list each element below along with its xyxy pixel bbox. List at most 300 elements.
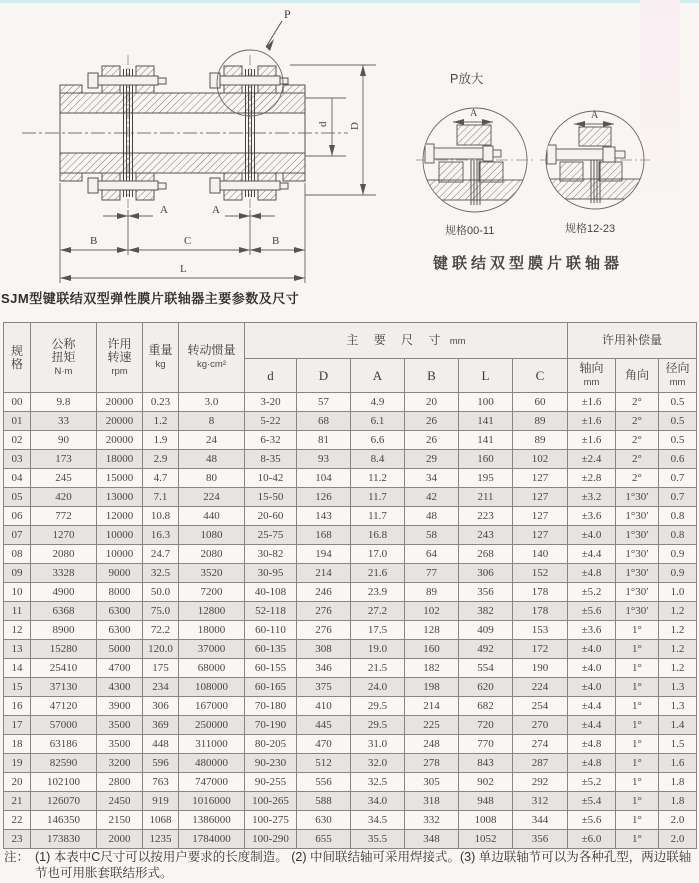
table-cell: 512 xyxy=(297,754,351,773)
table-cell: 245 xyxy=(31,469,97,488)
table-cell: ±6.0 xyxy=(568,830,616,849)
table-cell: 20000 xyxy=(97,431,143,450)
table-row xyxy=(4,773,697,792)
table-cell: 11.2 xyxy=(351,469,405,488)
table-cell: 305 xyxy=(405,773,459,792)
table-cell: 34.5 xyxy=(351,811,405,830)
table-cell: 20 xyxy=(405,393,459,412)
table-cell: 1.2 xyxy=(659,602,697,621)
table-cell: 448 xyxy=(143,735,179,754)
table-cell: 30-82 xyxy=(245,545,297,564)
table-cell: 2.9 xyxy=(143,450,179,469)
table-cell: 1°30′ xyxy=(616,507,659,526)
table-cell: 03 xyxy=(4,450,31,469)
table-cell: 100 xyxy=(459,393,513,412)
table-cell: 7200 xyxy=(179,583,245,602)
table-cell: 50.0 xyxy=(143,583,179,602)
table-cell: 2° xyxy=(616,469,659,488)
table-cell: 6.1 xyxy=(351,412,405,431)
table-cell: 168 xyxy=(297,526,351,545)
table-cell: 68 xyxy=(297,412,351,431)
table-cell: 1°30′ xyxy=(616,545,659,564)
table-cell: 18000 xyxy=(97,450,143,469)
table-cell: 8-35 xyxy=(245,450,297,469)
table-cell: 141 xyxy=(459,412,513,431)
table-cell: 126 xyxy=(297,488,351,507)
table-cell: 127 xyxy=(513,469,568,488)
table-cell: 29.5 xyxy=(351,716,405,735)
col-header-main-dims: 主 要 尺 寸 mm xyxy=(245,323,568,359)
table-cell: 42 xyxy=(405,488,459,507)
table-cell: ±5.6 xyxy=(568,602,616,621)
col-header-inertia: 转动惯量 kg·cm² xyxy=(179,323,245,393)
table-cell: 80-205 xyxy=(245,735,297,754)
dim-label-b-right: B xyxy=(272,235,280,247)
table-cell: 70-180 xyxy=(245,697,297,716)
table-cell: 292 xyxy=(513,773,568,792)
table-cell: 194 xyxy=(297,545,351,564)
table-cell: 16 xyxy=(4,697,31,716)
table-cell: 2.0 xyxy=(659,811,697,830)
table-cell: 9000 xyxy=(97,564,143,583)
table-cell: 173830 xyxy=(31,830,97,849)
spec-table-body xyxy=(4,393,697,849)
table-cell: 172 xyxy=(513,640,568,659)
table-cell: 13 xyxy=(4,640,31,659)
table-cell: 3-20 xyxy=(245,393,297,412)
table-cell: 15000 xyxy=(97,469,143,488)
table-cell: 274 xyxy=(513,735,568,754)
col-header-angular: 角向 xyxy=(616,359,659,393)
dim-label-l: L xyxy=(180,263,187,275)
table-cell: 1° xyxy=(616,659,659,678)
table-cell: ±3.6 xyxy=(568,621,616,640)
table-cell: 10 xyxy=(4,583,31,602)
table-row xyxy=(4,526,697,545)
detail-dim-label-a1: A xyxy=(470,108,478,119)
table-cell: 12800 xyxy=(179,602,245,621)
table-cell: 175 xyxy=(143,659,179,678)
table-cell: ±3.2 xyxy=(568,488,616,507)
table-cell: 4700 xyxy=(97,659,143,678)
table-cell: 308 xyxy=(297,640,351,659)
table-cell: 81 xyxy=(297,431,351,450)
table-cell: 902 xyxy=(459,773,513,792)
table-cell: 8900 xyxy=(31,621,97,640)
col-header-speed: 许用 转速 rpm xyxy=(97,323,143,393)
table-cell: 60-135 xyxy=(245,640,297,659)
table-cell: ±3.6 xyxy=(568,507,616,526)
table-cell: 1.5 xyxy=(659,735,697,754)
table-cell: 27.2 xyxy=(351,602,405,621)
table-row xyxy=(4,431,697,450)
table-cell: 48 xyxy=(405,507,459,526)
table-cell: ±2.8 xyxy=(568,469,616,488)
table-cell: 10-42 xyxy=(245,469,297,488)
table-cell: 306 xyxy=(459,564,513,583)
table-cell: 356 xyxy=(459,583,513,602)
table-cell: 492 xyxy=(459,640,513,659)
table-cell: 1.3 xyxy=(659,678,697,697)
table-cell: 33 xyxy=(31,412,97,431)
table-cell: 60-165 xyxy=(245,678,297,697)
table-cell: 948 xyxy=(459,792,513,811)
table-cell: 90-230 xyxy=(245,754,297,773)
table-cell: 1° xyxy=(616,811,659,830)
table-cell: 1° xyxy=(616,830,659,849)
table-cell: 12000 xyxy=(97,507,143,526)
col-header-dim-L: L xyxy=(459,359,513,393)
footnote-text: (1) 本表中C尺寸可以按用户要求的长度制造。 (2) 中间联结轴可采用焊接式。(3) 单边联轴节可以为各种孔型，两边联轴节也可用胀套联结形式。 xyxy=(35,850,692,880)
col-header-torque: 公称 扭矩 N·m xyxy=(31,323,97,393)
table-cell: 12 xyxy=(4,621,31,640)
table-row xyxy=(4,393,697,412)
table-row xyxy=(4,754,697,773)
table-cell: 108000 xyxy=(179,678,245,697)
table-cell: 254 xyxy=(513,697,568,716)
detail-panel-title: P放大 xyxy=(450,72,484,86)
table-cell: 0.6 xyxy=(659,450,697,469)
table-cell: 104 xyxy=(297,469,351,488)
table-cell: 1.9 xyxy=(143,431,179,450)
table-cell: 0.23 xyxy=(143,393,179,412)
table-cell: 1068 xyxy=(143,811,179,830)
table-cell: 153 xyxy=(513,621,568,640)
table-cell: 772 xyxy=(31,507,97,526)
col-header-dim-C: C xyxy=(513,359,568,393)
table-cell: 0.9 xyxy=(659,564,697,583)
table-cell: 4900 xyxy=(31,583,97,602)
table-cell: 1° xyxy=(616,716,659,735)
table-cell: 68000 xyxy=(179,659,245,678)
table-cell: 1235 xyxy=(143,830,179,849)
table-cell: 556 xyxy=(297,773,351,792)
table-cell: 346 xyxy=(297,659,351,678)
table-cell: 554 xyxy=(459,659,513,678)
table-cell: 287 xyxy=(513,754,568,773)
detail-caption-00-11: 规格00-11 xyxy=(445,225,495,237)
table-cell: 14 xyxy=(4,659,31,678)
table-cell: 2080 xyxy=(179,545,245,564)
table-cell: 26 xyxy=(405,412,459,431)
table-cell: 6300 xyxy=(97,602,143,621)
table-cell: 17 xyxy=(4,716,31,735)
table-cell: 06 xyxy=(4,507,31,526)
table-cell: ±1.6 xyxy=(568,431,616,450)
table-cell: 190 xyxy=(513,659,568,678)
table-cell: 0.8 xyxy=(659,526,697,545)
table-cell: ±4.8 xyxy=(568,735,616,754)
table-cell: 3200 xyxy=(97,754,143,773)
table-cell: ±4.8 xyxy=(568,564,616,583)
table-cell: 276 xyxy=(297,602,351,621)
table-cell: 445 xyxy=(297,716,351,735)
table-cell: 248 xyxy=(405,735,459,754)
table-cell: 1008 xyxy=(459,811,513,830)
table-cell: 52-118 xyxy=(245,602,297,621)
table-cell: 23.9 xyxy=(351,583,405,602)
table-cell: 29 xyxy=(405,450,459,469)
table-cell: 10000 xyxy=(97,545,143,564)
table-cell: 11.7 xyxy=(351,488,405,507)
table-cell: 470 xyxy=(297,735,351,754)
drawing-caption: 键联结双型膜片联轴器 xyxy=(433,255,624,272)
table-cell: 102 xyxy=(513,450,568,469)
dim-label-a-right: A xyxy=(212,204,220,216)
table-cell: 1°30′ xyxy=(616,602,659,621)
table-cell: 47120 xyxy=(31,697,97,716)
table-row xyxy=(4,811,697,830)
table-cell: 100-265 xyxy=(245,792,297,811)
table-cell: 34.0 xyxy=(351,792,405,811)
table-cell: 31.0 xyxy=(351,735,405,754)
table-cell: 278 xyxy=(405,754,459,773)
table-cell: 747000 xyxy=(179,773,245,792)
table-cell: ±4.4 xyxy=(568,545,616,564)
table-cell: 32.0 xyxy=(351,754,405,773)
table-cell: 141 xyxy=(459,431,513,450)
table-cell: 1016000 xyxy=(179,792,245,811)
table-cell: 20-60 xyxy=(245,507,297,526)
table-cell: 102 xyxy=(405,602,459,621)
table-cell: 24 xyxy=(179,431,245,450)
table-cell: 22 xyxy=(4,811,31,830)
table-cell: ±5.6 xyxy=(568,811,616,830)
table-cell: 10.8 xyxy=(143,507,179,526)
table-cell: 15280 xyxy=(31,640,97,659)
table-cell: 20000 xyxy=(97,393,143,412)
table-cell: 3328 xyxy=(31,564,97,583)
table-cell: 100-275 xyxy=(245,811,297,830)
table-cell: 588 xyxy=(297,792,351,811)
table-cell: ±5.2 xyxy=(568,773,616,792)
table-cell: 4.7 xyxy=(143,469,179,488)
table-cell: 1052 xyxy=(459,830,513,849)
table-cell: 127 xyxy=(513,526,568,545)
table-cell: 16.8 xyxy=(351,526,405,545)
table-cell: 178 xyxy=(513,583,568,602)
col-header-radial: 径向 mm xyxy=(659,359,697,393)
table-cell: 77 xyxy=(405,564,459,583)
table-cell: 70-190 xyxy=(245,716,297,735)
table-cell: 08 xyxy=(4,545,31,564)
table-cell: 102100 xyxy=(31,773,97,792)
table-cell: 37130 xyxy=(31,678,97,697)
table-cell: 224 xyxy=(513,678,568,697)
table-cell: 214 xyxy=(297,564,351,583)
table-cell: 4.9 xyxy=(351,393,405,412)
table-cell: 89 xyxy=(513,412,568,431)
table-cell: 1.2 xyxy=(659,659,697,678)
table-cell: 2150 xyxy=(97,811,143,830)
col-header-dim-D: D xyxy=(297,359,351,393)
table-cell: 1° xyxy=(616,640,659,659)
table-cell: 250000 xyxy=(179,716,245,735)
table-cell: 1° xyxy=(616,792,659,811)
diaphragm-bolt-groups xyxy=(88,55,288,208)
table-cell: 2.0 xyxy=(659,830,697,849)
table-cell: 318 xyxy=(405,792,459,811)
table-cell: ±5.2 xyxy=(568,583,616,602)
table-cell: 6.6 xyxy=(351,431,405,450)
table-cell: 1.0 xyxy=(659,583,697,602)
table-cell: 167000 xyxy=(179,697,245,716)
table-cell: 6-32 xyxy=(245,431,297,450)
table-cell: 770 xyxy=(459,735,513,754)
table-cell: 763 xyxy=(143,773,179,792)
table-cell: 93 xyxy=(297,450,351,469)
table-cell: 332 xyxy=(405,811,459,830)
table-cell: 90-255 xyxy=(245,773,297,792)
table-cell: 5-22 xyxy=(245,412,297,431)
table-cell: ±4.4 xyxy=(568,697,616,716)
table-cell: 00 xyxy=(4,393,31,412)
table-cell: 09 xyxy=(4,564,31,583)
table-cell: 1.8 xyxy=(659,773,697,792)
table-cell: 128 xyxy=(405,621,459,640)
table-cell: 198 xyxy=(405,678,459,697)
table-cell: 34 xyxy=(405,469,459,488)
table-cell: 6368 xyxy=(31,602,97,621)
table-cell: 344 xyxy=(513,811,568,830)
table-cell: 57 xyxy=(297,393,351,412)
table-cell: 01 xyxy=(4,412,31,431)
table-cell: 410 xyxy=(297,697,351,716)
table-cell: ±4.8 xyxy=(568,754,616,773)
table-cell: 3520 xyxy=(179,564,245,583)
table-cell: 21.5 xyxy=(351,659,405,678)
table-cell: 11 xyxy=(4,602,31,621)
col-header-spec: 规 格 xyxy=(4,323,31,393)
table-cell: ±4.0 xyxy=(568,678,616,697)
table-cell: 1° xyxy=(616,678,659,697)
table-cell: 311000 xyxy=(179,735,245,754)
table-cell: ±4.0 xyxy=(568,640,616,659)
col-header-dim-d: d xyxy=(245,359,297,393)
table-cell: 20 xyxy=(4,773,31,792)
table-cell: 375 xyxy=(297,678,351,697)
table-cell: 1784000 xyxy=(179,830,245,849)
col-header-dim-B: B xyxy=(405,359,459,393)
table-cell: 1.2 xyxy=(143,412,179,431)
table-row xyxy=(4,412,697,431)
table-cell: 1270 xyxy=(31,526,97,545)
table-cell: 1.8 xyxy=(659,792,697,811)
table-cell: 89 xyxy=(405,583,459,602)
table-cell: 30-95 xyxy=(245,564,297,583)
table-cell: 21.6 xyxy=(351,564,405,583)
table-cell: 18000 xyxy=(179,621,245,640)
table-row xyxy=(4,678,697,697)
table-cell: 19.0 xyxy=(351,640,405,659)
table-cell: 0.5 xyxy=(659,393,697,412)
table-cell: 24.7 xyxy=(143,545,179,564)
table-cell: 2450 xyxy=(97,792,143,811)
table-row xyxy=(4,488,697,507)
table-cell: 64 xyxy=(405,545,459,564)
table-cell: 268 xyxy=(459,545,513,564)
table-cell: 843 xyxy=(459,754,513,773)
dim-label-p: P xyxy=(284,7,291,21)
table-cell: 16.3 xyxy=(143,526,179,545)
table-cell: 40-108 xyxy=(245,583,297,602)
table-cell: 3500 xyxy=(97,735,143,754)
table-cell: 63186 xyxy=(31,735,97,754)
dim-label-D: D xyxy=(349,122,361,130)
table-cell: ±2.4 xyxy=(568,450,616,469)
table-cell: 127 xyxy=(513,488,568,507)
dim-label-d: d xyxy=(317,121,329,127)
dim-label-c: C xyxy=(184,235,192,247)
table-cell: 382 xyxy=(459,602,513,621)
table-cell: 1°30′ xyxy=(616,488,659,507)
table-cell: 2000 xyxy=(97,830,143,849)
table-row xyxy=(4,830,697,849)
table-cell: 89 xyxy=(513,431,568,450)
table-cell: 25-75 xyxy=(245,526,297,545)
table-cell: 1.4 xyxy=(659,716,697,735)
footnote xyxy=(4,849,696,881)
table-cell: 3.0 xyxy=(179,393,245,412)
table-cell: 276 xyxy=(297,621,351,640)
footnote-label: 注： xyxy=(4,850,30,864)
table-cell: 75.0 xyxy=(143,602,179,621)
table-cell: 160 xyxy=(405,640,459,659)
table-cell: 0.8 xyxy=(659,507,697,526)
table-cell: 23 xyxy=(4,830,31,849)
table-cell: 1°30′ xyxy=(616,526,659,545)
table-cell: 224 xyxy=(179,488,245,507)
table-cell: 140 xyxy=(513,545,568,564)
table-cell: 29.5 xyxy=(351,697,405,716)
table-cell: 1°30′ xyxy=(616,564,659,583)
table-cell: 1° xyxy=(616,773,659,792)
table-cell: 15 xyxy=(4,678,31,697)
table-cell: 620 xyxy=(459,678,513,697)
table-row xyxy=(4,659,697,678)
table-cell: 17.0 xyxy=(351,545,405,564)
table-cell: 11.7 xyxy=(351,507,405,526)
table-cell: 1° xyxy=(616,735,659,754)
table-cell: ±4.4 xyxy=(568,716,616,735)
table-cell: 32.5 xyxy=(143,564,179,583)
table-cell: 35.5 xyxy=(351,830,405,849)
table-row xyxy=(4,697,697,716)
table-row xyxy=(4,735,697,754)
table-cell: 3500 xyxy=(97,716,143,735)
table-cell: 0.7 xyxy=(659,469,697,488)
table-cell: 223 xyxy=(459,507,513,526)
table-cell: 312 xyxy=(513,792,568,811)
table-cell: ±4.0 xyxy=(568,659,616,678)
table-cell: 80 xyxy=(179,469,245,488)
table-cell: 0.9 xyxy=(659,545,697,564)
table-cell: 173 xyxy=(31,450,97,469)
table-cell: 1386000 xyxy=(179,811,245,830)
table-cell: 178 xyxy=(513,602,568,621)
detail-view-spec-12-23 xyxy=(540,110,650,209)
table-row xyxy=(4,792,697,811)
col-header-axial: 轴向 mm xyxy=(568,359,616,393)
table-cell: 306 xyxy=(143,697,179,716)
table-cell: 211 xyxy=(459,488,513,507)
table-cell: 5000 xyxy=(97,640,143,659)
table-cell: 18 xyxy=(4,735,31,754)
table-cell: 2° xyxy=(616,393,659,412)
table-cell: 270 xyxy=(513,716,568,735)
detail-dim-label-a2: A xyxy=(591,110,599,121)
section-title: SJM型键联结双型弹性膜片联轴器主要参数及尺寸 xyxy=(1,291,300,306)
